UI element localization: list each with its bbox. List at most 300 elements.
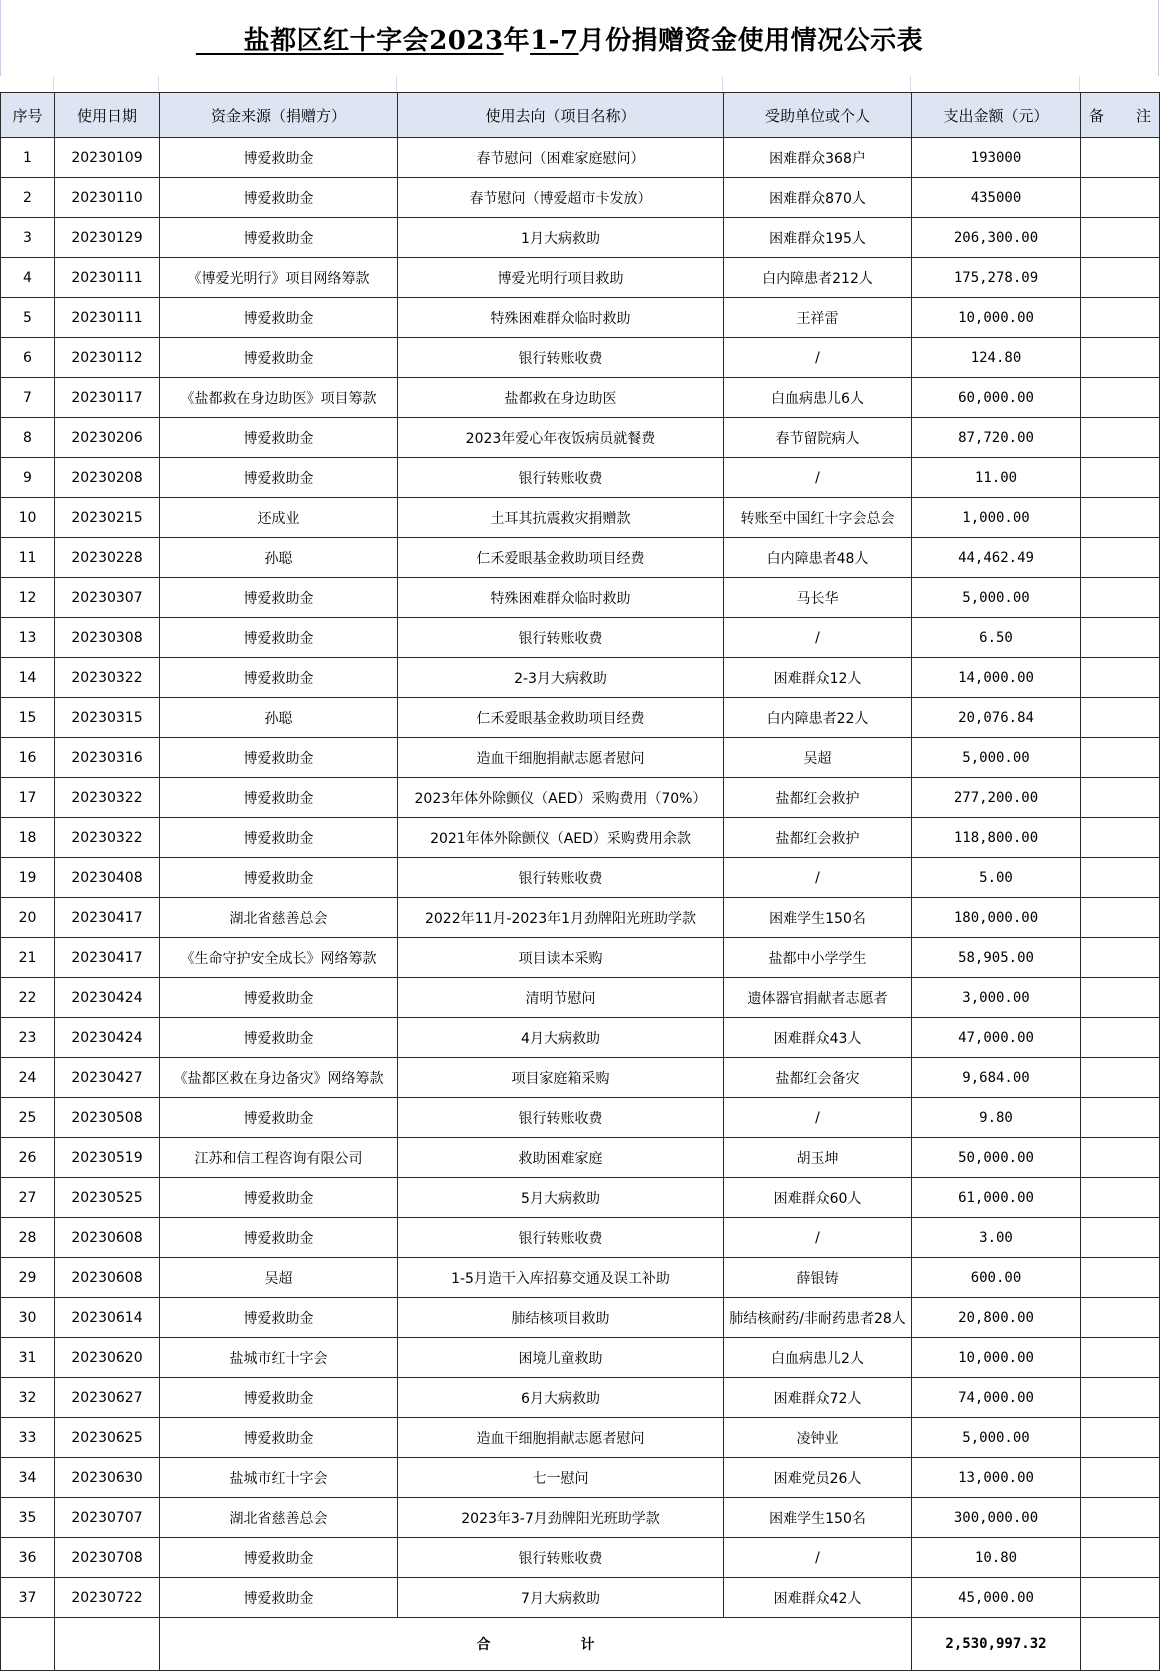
row-date: 20230620 [55, 1338, 160, 1378]
row-date: 20230707 [55, 1498, 160, 1538]
table-row [1, 1338, 1160, 1378]
row-date: 20230109 [55, 138, 160, 178]
row-date: 20230508 [55, 1098, 160, 1138]
table-row [1, 1418, 1160, 1458]
row-date: 20230322 [55, 818, 160, 858]
row-recipient: 王祥雷 [724, 298, 912, 338]
row-source: 吴超 [160, 1258, 398, 1298]
row-purpose: 七一慰问 [398, 1458, 724, 1498]
row-index: 13 [1, 618, 55, 658]
row-source: 博爱救助金 [160, 978, 398, 1018]
row-index: 32 [1, 1378, 55, 1418]
row-note [1081, 738, 1160, 778]
row-index: 30 [1, 1298, 55, 1338]
table-row [1, 778, 1160, 818]
row-note [1081, 378, 1160, 418]
row-source: 湖北省慈善总会 [160, 1498, 398, 1538]
row-note [1081, 1538, 1160, 1578]
row-source: 博爱救助金 [160, 458, 398, 498]
row-recipient: 困难群众195人 [724, 218, 912, 258]
table-row [1, 578, 1160, 618]
row-index: 37 [1, 1578, 55, 1618]
row-purpose: 肺结核项目救助 [398, 1298, 724, 1338]
row-recipient: / [724, 858, 912, 898]
title-year-char: 年 [503, 25, 531, 56]
row-index: 8 [1, 418, 55, 458]
row-date: 20230614 [55, 1298, 160, 1338]
row-purpose: 造血干细胞捐献志愿者慰问 [398, 1418, 724, 1458]
row-source: 博爱救助金 [160, 178, 398, 218]
row-purpose: 2-3月大病救助 [398, 658, 724, 698]
row-purpose: 银行转账收费 [398, 858, 724, 898]
row-recipient: 盐都红会救护 [724, 818, 912, 858]
table-row [1, 258, 1160, 298]
row-amount: 6.50 [912, 618, 1081, 658]
row-note [1081, 858, 1160, 898]
row-source: 湖北省慈善总会 [160, 898, 398, 938]
header-purpose: 使用去向（项目名称） [398, 93, 724, 138]
row-date: 20230408 [55, 858, 160, 898]
row-purpose: 特殊困难群众临时救助 [398, 578, 724, 618]
row-index: 33 [1, 1418, 55, 1458]
total-empty-2 [55, 1618, 160, 1671]
row-date: 20230708 [55, 1538, 160, 1578]
row-recipient: 困难群众43人 [724, 1018, 912, 1058]
row-amount: 435000 [912, 178, 1081, 218]
header-note [1081, 93, 1160, 138]
row-recipient: 白血病患儿2人 [724, 1338, 912, 1378]
row-note [1081, 1458, 1160, 1498]
row-amount: 1,000.00 [912, 498, 1081, 538]
row-note [1081, 458, 1160, 498]
row-recipient: 吴超 [724, 738, 912, 778]
row-amount: 5.00 [912, 858, 1081, 898]
row-recipient: / [724, 1538, 912, 1578]
table-row [1, 1378, 1160, 1418]
table-row [1, 338, 1160, 378]
row-source: 博爱救助金 [160, 1378, 398, 1418]
row-purpose: 造血干细胞捐献志愿者慰问 [398, 738, 724, 778]
row-index: 31 [1, 1338, 55, 1378]
row-index: 34 [1, 1458, 55, 1498]
table-row [1, 1538, 1160, 1578]
table-row [1, 458, 1160, 498]
row-recipient: / [724, 338, 912, 378]
header-index: 序号 [1, 93, 55, 138]
table-row [1, 418, 1160, 458]
row-date: 20230322 [55, 658, 160, 698]
row-source: 博爱救助金 [160, 138, 398, 178]
header-source: 资金来源（捐赠方） [160, 93, 398, 138]
row-note [1081, 138, 1160, 178]
row-purpose: 7月大病救助 [398, 1578, 724, 1618]
row-recipient: 凌钟业 [724, 1418, 912, 1458]
row-note [1081, 338, 1160, 378]
row-index: 9 [1, 458, 55, 498]
row-index: 17 [1, 778, 55, 818]
total-row [1, 1618, 1160, 1671]
row-recipient: 春节留院病人 [724, 418, 912, 458]
row-source: 博爱救助金 [160, 858, 398, 898]
row-amount: 193000 [912, 138, 1081, 178]
row-source: 博爱救助金 [160, 1538, 398, 1578]
row-note [1081, 298, 1160, 338]
row-index: 22 [1, 978, 55, 1018]
row-note [1081, 418, 1160, 458]
row-note [1081, 1218, 1160, 1258]
row-date: 20230322 [55, 778, 160, 818]
row-date: 20230424 [55, 1018, 160, 1058]
title-suffix: 月份捐赠资金使用情况公示表 [578, 25, 924, 56]
row-index: 23 [1, 1018, 55, 1058]
row-source: 博爱救助金 [160, 1418, 398, 1458]
row-amount: 58,905.00 [912, 938, 1081, 978]
row-purpose: 6月大病救助 [398, 1378, 724, 1418]
table-row [1, 1458, 1160, 1498]
row-amount: 61,000.00 [912, 1178, 1081, 1218]
row-recipient: 困难群众72人 [724, 1378, 912, 1418]
row-recipient: 困难群众60人 [724, 1178, 912, 1218]
row-date: 20230308 [55, 618, 160, 658]
row-index: 28 [1, 1218, 55, 1258]
row-index: 2 [1, 178, 55, 218]
table-row [1, 1178, 1160, 1218]
row-note [1081, 1258, 1160, 1298]
row-purpose: 2022年11月-2023年1月劲牌阳光班助学款 [398, 898, 724, 938]
row-note [1081, 1418, 1160, 1458]
table-row [1, 978, 1160, 1018]
row-note [1081, 1298, 1160, 1338]
row-index: 16 [1, 738, 55, 778]
row-amount: 74,000.00 [912, 1378, 1081, 1418]
row-recipient: 困难群众368户 [724, 138, 912, 178]
row-index: 35 [1, 1498, 55, 1538]
row-amount: 20,076.84 [912, 698, 1081, 738]
row-amount: 124.80 [912, 338, 1081, 378]
row-source: 《生命守护安全成长》网络筹款 [160, 938, 398, 978]
row-index: 24 [1, 1058, 55, 1098]
row-source: 博爱救助金 [160, 738, 398, 778]
table-row [1, 1018, 1160, 1058]
row-purpose: 银行转账收费 [398, 1098, 724, 1138]
row-source: 博爱救助金 [160, 778, 398, 818]
row-amount: 5,000.00 [912, 578, 1081, 618]
title-year: 2023 [429, 25, 504, 56]
table-row [1, 1138, 1160, 1178]
row-source: 孙聪 [160, 538, 398, 578]
row-amount: 3,000.00 [912, 978, 1081, 1018]
row-date: 20230427 [55, 1058, 160, 1098]
row-date: 20230111 [55, 258, 160, 298]
row-amount: 3.00 [912, 1218, 1081, 1258]
row-purpose: 清明节慰问 [398, 978, 724, 1018]
title-range: 1-7 [530, 25, 579, 56]
row-index: 27 [1, 1178, 55, 1218]
row-source: 江苏和信工程咨询有限公司 [160, 1138, 398, 1178]
header-date: 使用日期 [55, 93, 160, 138]
row-recipient: 盐都红会备灾 [724, 1058, 912, 1098]
row-recipient: 困难学生150名 [724, 1498, 912, 1538]
row-amount: 9.80 [912, 1098, 1081, 1138]
row-purpose: 春节慰问（博爱超市卡发放） [398, 178, 724, 218]
row-index: 14 [1, 658, 55, 698]
row-source: 博爱救助金 [160, 298, 398, 338]
row-note [1081, 178, 1160, 218]
row-source: 孙聪 [160, 698, 398, 738]
donation-usage-table [0, 92, 1160, 1671]
row-recipient: / [724, 1098, 912, 1138]
row-note [1081, 1058, 1160, 1098]
header-row [1, 93, 1160, 138]
row-purpose: 1-5月造干入库招募交通及误工补助 [398, 1258, 724, 1298]
row-recipient: 困难群众42人 [724, 1578, 912, 1618]
table-row [1, 298, 1160, 338]
row-date: 20230111 [55, 298, 160, 338]
row-source: 博爱救助金 [160, 658, 398, 698]
row-date: 20230208 [55, 458, 160, 498]
table-row [1, 658, 1160, 698]
row-recipient: / [724, 1218, 912, 1258]
row-note [1081, 218, 1160, 258]
table-row [1, 1218, 1160, 1258]
row-date: 20230215 [55, 498, 160, 538]
row-date: 20230206 [55, 418, 160, 458]
title-blank [196, 26, 244, 56]
row-note [1081, 538, 1160, 578]
row-index: 11 [1, 538, 55, 578]
row-index: 7 [1, 378, 55, 418]
table-row [1, 858, 1160, 898]
row-index: 5 [1, 298, 55, 338]
row-amount: 11.00 [912, 458, 1081, 498]
row-date: 20230129 [55, 218, 160, 258]
row-note [1081, 1498, 1160, 1538]
title-area [0, 0, 1159, 76]
row-purpose: 仁禾爱眼基金救助项目经费 [398, 538, 724, 578]
page-title [196, 20, 923, 57]
row-recipient: / [724, 618, 912, 658]
row-recipient: 白内障患者22人 [724, 698, 912, 738]
row-date: 20230608 [55, 1218, 160, 1258]
row-purpose: 银行转账收费 [398, 338, 724, 378]
row-index: 36 [1, 1538, 55, 1578]
row-date: 20230307 [55, 578, 160, 618]
row-index: 12 [1, 578, 55, 618]
row-source: 《博爱光明行》项目网络筹款 [160, 258, 398, 298]
row-note [1081, 498, 1160, 538]
row-purpose: 1月大病救助 [398, 218, 724, 258]
row-purpose: 项目家庭箱采购 [398, 1058, 724, 1098]
total-label [160, 1618, 912, 1671]
row-recipient: 白血病患儿6人 [724, 378, 912, 418]
row-amount: 44,462.49 [912, 538, 1081, 578]
row-amount: 10,000.00 [912, 298, 1081, 338]
row-amount: 206,300.00 [912, 218, 1081, 258]
row-source: 博爱救助金 [160, 578, 398, 618]
row-date: 20230112 [55, 338, 160, 378]
row-amount: 5,000.00 [912, 1418, 1081, 1458]
row-source: 博爱救助金 [160, 338, 398, 378]
row-purpose: 5月大病救助 [398, 1178, 724, 1218]
table-row [1, 218, 1160, 258]
row-date: 20230722 [55, 1578, 160, 1618]
row-source: 博爱救助金 [160, 1098, 398, 1138]
row-note [1081, 1098, 1160, 1138]
row-amount: 600.00 [912, 1258, 1081, 1298]
row-note [1081, 898, 1160, 938]
table-row [1, 618, 1160, 658]
row-recipient: 薛银铸 [724, 1258, 912, 1298]
row-index: 10 [1, 498, 55, 538]
title-org: 盐都区红十字会 [243, 25, 430, 56]
row-amount: 9,684.00 [912, 1058, 1081, 1098]
table-row [1, 1498, 1160, 1538]
row-recipient: 困难群众870人 [724, 178, 912, 218]
row-amount: 13,000.00 [912, 1458, 1081, 1498]
row-purpose: 土耳其抗震救灾捐赠款 [398, 498, 724, 538]
row-index: 1 [1, 138, 55, 178]
row-note [1081, 1018, 1160, 1058]
row-date: 20230316 [55, 738, 160, 778]
row-purpose: 博爱光明行项目救助 [398, 258, 724, 298]
table-row [1, 738, 1160, 778]
table-row [1, 178, 1160, 218]
row-note [1081, 778, 1160, 818]
row-purpose: 仁禾爱眼基金救助项目经费 [398, 698, 724, 738]
table-row [1, 1578, 1160, 1618]
row-note [1081, 1138, 1160, 1178]
row-index: 26 [1, 1138, 55, 1178]
row-amount: 277,200.00 [912, 778, 1081, 818]
row-recipient: 白内障患者48人 [724, 538, 912, 578]
row-purpose: 银行转账收费 [398, 1218, 724, 1258]
row-note [1081, 1578, 1160, 1618]
row-date: 20230525 [55, 1178, 160, 1218]
row-index: 21 [1, 938, 55, 978]
row-amount: 50,000.00 [912, 1138, 1081, 1178]
total-label-b: 计 [580, 1637, 595, 1653]
table-row [1, 378, 1160, 418]
row-note [1081, 258, 1160, 298]
row-note [1081, 1338, 1160, 1378]
row-date: 20230627 [55, 1378, 160, 1418]
row-purpose: 盐都救在身边助医 [398, 378, 724, 418]
row-recipient: 肺结核耐药/非耐药患者28人 [724, 1298, 912, 1338]
blank-spacer-row [0, 76, 1159, 91]
row-amount: 87,720.00 [912, 418, 1081, 458]
row-source: 博爱救助金 [160, 1298, 398, 1338]
row-note [1081, 1378, 1160, 1418]
total-note [1081, 1618, 1160, 1671]
row-purpose: 项目读本采购 [398, 938, 724, 978]
row-date: 20230608 [55, 1258, 160, 1298]
row-purpose: 困境儿童救助 [398, 1338, 724, 1378]
row-amount: 300,000.00 [912, 1498, 1081, 1538]
row-source: 《盐都救在身边助医》项目筹款 [160, 378, 398, 418]
row-purpose: 2023年爱心年夜饭病员就餐费 [398, 418, 724, 458]
row-source: 博爱救助金 [160, 818, 398, 858]
row-source: 博爱救助金 [160, 1578, 398, 1618]
row-date: 20230110 [55, 178, 160, 218]
row-purpose: 2021年体外除颤仪（AED）采购费用余款 [398, 818, 724, 858]
table-row [1, 818, 1160, 858]
row-source: 盐城市红十字会 [160, 1458, 398, 1498]
row-source: 还成业 [160, 498, 398, 538]
row-date: 20230424 [55, 978, 160, 1018]
table-row [1, 138, 1160, 178]
row-note [1081, 658, 1160, 698]
row-amount: 180,000.00 [912, 898, 1081, 938]
row-amount: 14,000.00 [912, 658, 1081, 698]
row-recipient: 马长华 [724, 578, 912, 618]
row-recipient: 转账至中国红十字会总会 [724, 498, 912, 538]
table-row [1, 1098, 1160, 1138]
header-amount: 支出金额（元） [912, 93, 1081, 138]
row-recipient: / [724, 458, 912, 498]
total-empty-1 [1, 1618, 55, 1671]
row-amount: 175,278.09 [912, 258, 1081, 298]
row-purpose: 银行转账收费 [398, 458, 724, 498]
row-index: 18 [1, 818, 55, 858]
row-purpose: 救助困难家庭 [398, 1138, 724, 1178]
table-row [1, 538, 1160, 578]
row-date: 20230630 [55, 1458, 160, 1498]
row-source: 盐城市红十字会 [160, 1338, 398, 1378]
table-row [1, 498, 1160, 538]
row-recipient: 胡玉坤 [724, 1138, 912, 1178]
row-purpose: 2023年3-7月劲牌阳光班助学款 [398, 1498, 724, 1538]
row-index: 29 [1, 1258, 55, 1298]
total-amount: 2,530,997.32 [912, 1618, 1081, 1671]
row-date: 20230625 [55, 1418, 160, 1458]
table-row [1, 1298, 1160, 1338]
row-index: 15 [1, 698, 55, 738]
table-row [1, 698, 1160, 738]
row-index: 3 [1, 218, 55, 258]
row-purpose: 4月大病救助 [398, 1018, 724, 1058]
row-purpose: 银行转账收费 [398, 618, 724, 658]
row-date: 20230519 [55, 1138, 160, 1178]
row-recipient: 白内障患者212人 [724, 258, 912, 298]
row-recipient: 困难党员26人 [724, 1458, 912, 1498]
row-amount: 118,800.00 [912, 818, 1081, 858]
table-row [1, 898, 1160, 938]
row-amount: 5,000.00 [912, 738, 1081, 778]
row-source: 博爱救助金 [160, 418, 398, 458]
row-index: 4 [1, 258, 55, 298]
header-note-b: 注 [1136, 106, 1152, 125]
row-note [1081, 978, 1160, 1018]
row-amount: 45,000.00 [912, 1578, 1081, 1618]
row-purpose: 特殊困难群众临时救助 [398, 298, 724, 338]
row-index: 19 [1, 858, 55, 898]
total-label-a: 合 [476, 1637, 491, 1653]
row-recipient: 盐都中小学学生 [724, 938, 912, 978]
row-purpose: 春节慰问（困难家庭慰问） [398, 138, 724, 178]
row-note [1081, 818, 1160, 858]
row-recipient: 困难学生150名 [724, 898, 912, 938]
row-recipient: 盐都红会救护 [724, 778, 912, 818]
row-amount: 47,000.00 [912, 1018, 1081, 1058]
row-date: 20230228 [55, 538, 160, 578]
row-amount: 10.80 [912, 1538, 1081, 1578]
row-note [1081, 618, 1160, 658]
row-index: 6 [1, 338, 55, 378]
header-note-a: 备 [1089, 106, 1105, 125]
table-row [1, 1058, 1160, 1098]
row-purpose: 银行转账收费 [398, 1538, 724, 1578]
row-source: 《盐都区救在身边备灾》网络筹款 [160, 1058, 398, 1098]
